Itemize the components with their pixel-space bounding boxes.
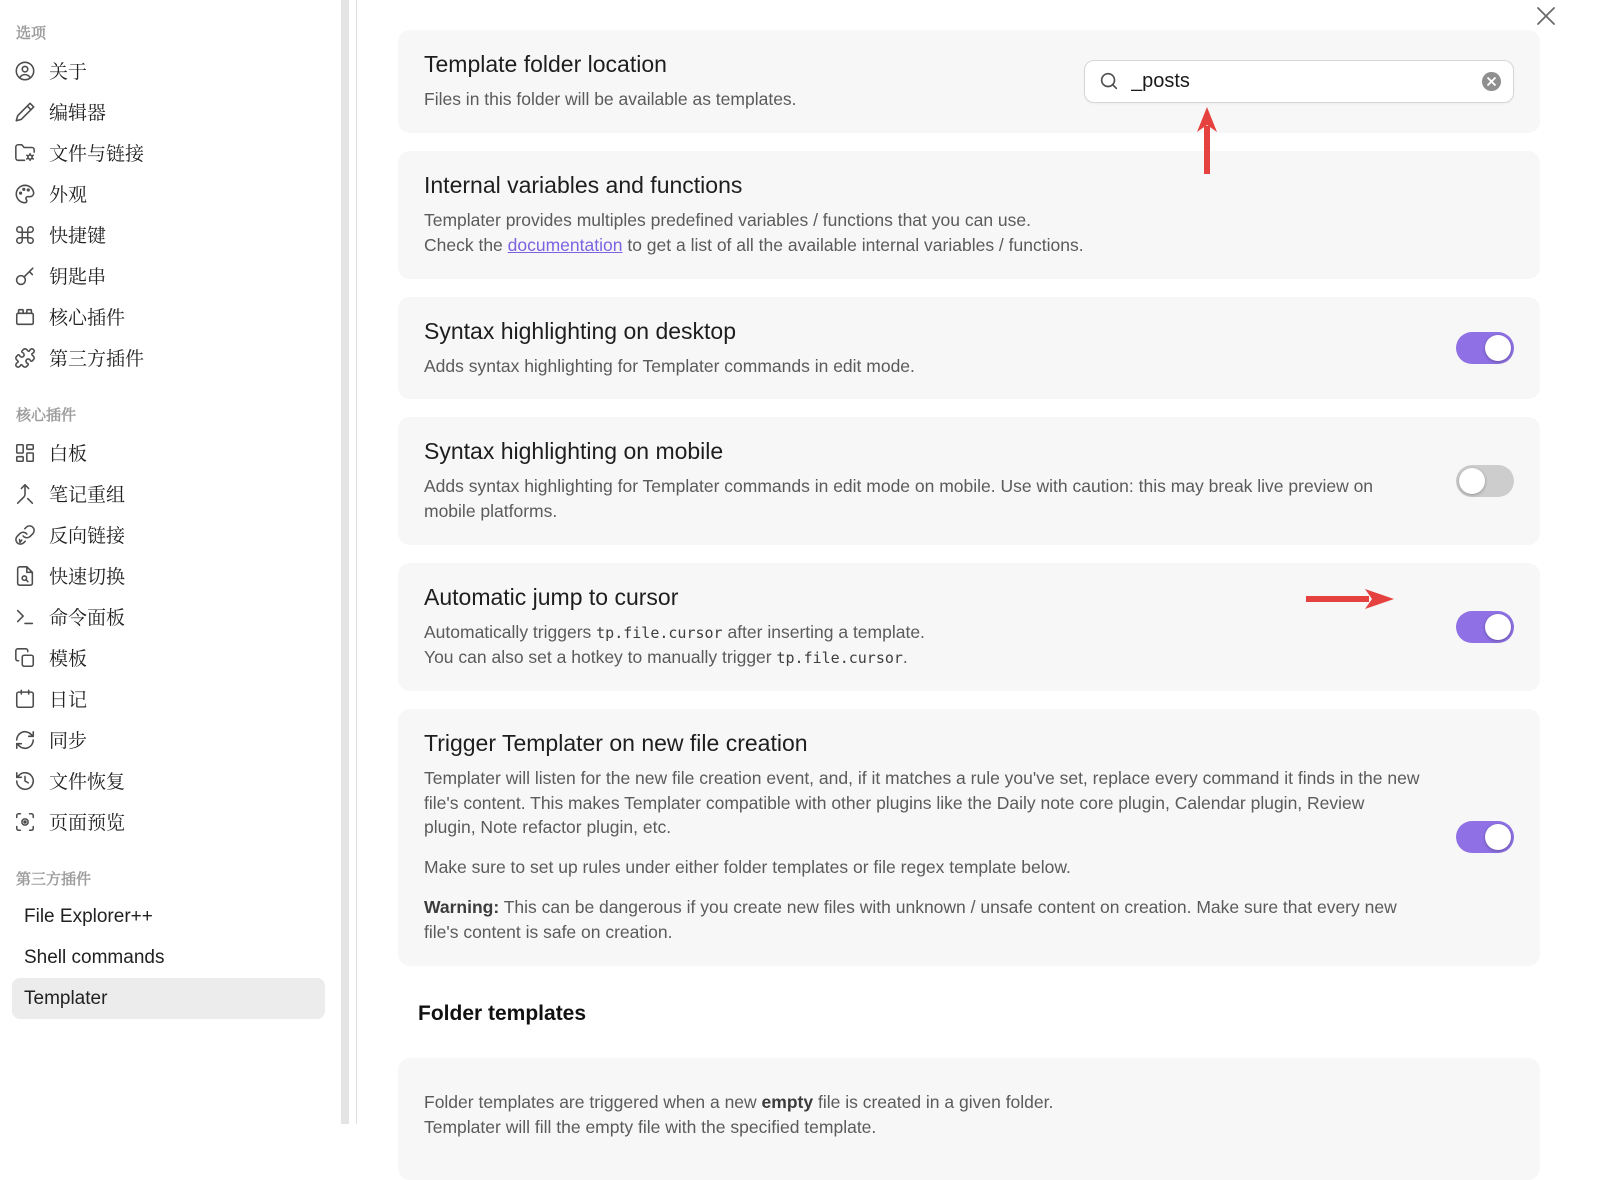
sidebar-item-files-links[interactable] bbox=[14, 132, 325, 173]
sidebar-header-core-plugins: 核心插件 bbox=[16, 407, 77, 424]
sidebar-item-label: 文件与链接 bbox=[49, 144, 145, 165]
key-icon bbox=[14, 265, 36, 287]
sidebar-item-quick-switcher[interactable] bbox=[14, 555, 325, 596]
sidebar-item-appearance[interactable] bbox=[14, 173, 325, 214]
syntax-mobile-toggle[interactable] bbox=[1456, 465, 1514, 497]
search-icon bbox=[1098, 70, 1120, 92]
settings-sidebar bbox=[0, 0, 335, 1124]
code-tp-file-cursor: tp.file.cursor bbox=[596, 624, 723, 643]
setting-card-folder-templates bbox=[398, 1058, 1540, 1180]
sidebar-item-label: 钥匙串 bbox=[49, 267, 107, 288]
sidebar-item-sync[interactable] bbox=[14, 719, 325, 760]
template-folder-search-box bbox=[1084, 60, 1514, 103]
merge-icon bbox=[14, 483, 36, 505]
setting-description: Folder templates are triggered when a new empty file is created in a given folder. Templater will fill the empty file with the specified template. bbox=[424, 1091, 1054, 1137]
sidebar-item-label: 日记 bbox=[49, 690, 88, 711]
sidebar-item-about[interactable] bbox=[14, 50, 325, 91]
setting-card-auto-jump bbox=[398, 563, 1540, 691]
sidebar-header-options: 选项 bbox=[16, 25, 47, 42]
syntax-desktop-toggle[interactable] bbox=[1456, 332, 1514, 364]
sidebar-item-daily-notes[interactable] bbox=[14, 678, 325, 719]
sidebar-item-community-plugins[interactable] bbox=[14, 337, 325, 378]
setting-title: Internal variables and functions bbox=[424, 171, 743, 198]
sidebar-item-label: 关于 bbox=[49, 62, 88, 83]
palette-icon bbox=[14, 183, 36, 205]
sidebar-item-shell-commands[interactable] bbox=[12, 937, 325, 978]
sidebar-item-file-recovery[interactable] bbox=[14, 760, 325, 801]
pencil-icon bbox=[14, 101, 36, 123]
sidebar-item-page-preview[interactable] bbox=[14, 801, 325, 842]
setting-description: Templater provides multiples predefined variables / functions that you can use. Check the documentation to get a list of all the available internal variables / functions. bbox=[424, 209, 1084, 255]
sidebar-scrollbar[interactable] bbox=[341, 0, 349, 1124]
sidebar-item-label: 第三方插件 bbox=[49, 349, 145, 370]
sidebar-item-label: 反向链接 bbox=[49, 526, 126, 547]
sidebar-section-community-plugins bbox=[14, 868, 325, 1019]
terminal-icon bbox=[14, 606, 36, 628]
warning-label: Warning: bbox=[424, 897, 500, 918]
history-icon bbox=[14, 770, 36, 792]
brick-icon bbox=[14, 306, 36, 328]
documentation-link[interactable]: documentation bbox=[507, 234, 623, 255]
setting-title: Template folder location bbox=[424, 51, 667, 77]
sidebar-item-label: 白板 bbox=[49, 444, 88, 465]
sidebar-divider bbox=[356, 0, 357, 1124]
link-icon bbox=[14, 524, 36, 546]
trigger-on-create-toggle[interactable] bbox=[1456, 821, 1514, 853]
sidebar-header-community-plugins: 第三方插件 bbox=[16, 871, 92, 888]
puzzle-icon bbox=[14, 347, 36, 369]
setting-title: Syntax highlighting on mobile bbox=[424, 438, 724, 465]
command-icon bbox=[14, 224, 36, 246]
setting-description: Files in this folder will be available as templates. bbox=[424, 89, 797, 109]
sidebar-item-file-explorer-plus[interactable] bbox=[12, 896, 325, 937]
folder-cog-icon bbox=[14, 142, 36, 164]
templater-settings-panel bbox=[335, 0, 1613, 1137]
sidebar-item-label: Templater bbox=[24, 987, 108, 1009]
sidebar-item-label: 笔记重组 bbox=[49, 485, 126, 506]
sidebar-item-core-plugins[interactable] bbox=[14, 296, 325, 337]
sidebar-item-note-composer[interactable] bbox=[14, 473, 325, 514]
sidebar-item-label: 命令面板 bbox=[49, 608, 126, 629]
sidebar-item-label: 核心插件 bbox=[49, 308, 126, 329]
sidebar-item-canvas[interactable] bbox=[14, 432, 325, 473]
scan-eye-icon bbox=[14, 811, 36, 833]
setting-card-internal-variables bbox=[398, 151, 1540, 279]
sidebar-item-hotkeys[interactable] bbox=[14, 214, 325, 255]
setting-title: Automatic jump to cursor bbox=[424, 584, 679, 611]
sidebar-item-templater[interactable] bbox=[12, 978, 325, 1019]
calendar-icon bbox=[14, 688, 36, 710]
setting-card-syntax-mobile bbox=[398, 417, 1540, 545]
clear-input-icon[interactable] bbox=[1481, 71, 1502, 92]
setting-description: Adds syntax highlighting for Templater commands in edit mode on mobile. Use with caution: this may break live preview on mobile platforms. bbox=[424, 476, 1374, 522]
sidebar-item-keychain[interactable] bbox=[14, 255, 325, 296]
sidebar-item-label: 编辑器 bbox=[49, 103, 107, 124]
setting-title: Trigger Templater on new file creation bbox=[424, 729, 808, 756]
user-circle-icon bbox=[14, 60, 36, 82]
sidebar-item-templates[interactable] bbox=[14, 637, 325, 678]
sidebar-item-label: 文件恢复 bbox=[49, 772, 126, 793]
sidebar-item-label: 模板 bbox=[49, 649, 88, 670]
sidebar-item-label: 快捷键 bbox=[49, 226, 107, 247]
sidebar-item-label: File Explorer++ bbox=[24, 905, 153, 927]
sidebar-item-label: Shell commands bbox=[24, 946, 165, 968]
file-search-icon bbox=[14, 565, 36, 587]
sidebar-item-backlinks[interactable] bbox=[14, 514, 325, 555]
sidebar-item-label: 页面预览 bbox=[49, 813, 126, 834]
setting-card-syntax-desktop bbox=[398, 297, 1540, 400]
auto-jump-toggle[interactable] bbox=[1456, 611, 1514, 643]
sidebar-item-editor[interactable] bbox=[14, 91, 325, 132]
sidebar-section-core-plugins bbox=[14, 404, 325, 842]
setting-description: Adds syntax highlighting for Templater commands in edit mode. bbox=[424, 355, 915, 376]
code-tp-file-cursor: tp.file.cursor bbox=[776, 648, 903, 667]
copy-icon bbox=[14, 647, 36, 669]
sidebar-item-label: 外观 bbox=[49, 185, 88, 206]
sidebar-item-command-palette[interactable] bbox=[14, 596, 325, 637]
setting-description: Automatically triggers tp.file.cursor after inserting a template. You can also set a hotkey to manually trigger tp.file.cursor. bbox=[424, 622, 925, 667]
empty-bold: empty bbox=[761, 1091, 814, 1112]
sidebar-section-options bbox=[14, 22, 325, 378]
setting-card-template-folder bbox=[398, 30, 1540, 133]
sidebar-item-label: 同步 bbox=[49, 731, 88, 752]
setting-description: Templater will listen for the new file creation event, and, if it matches a rule you've set, replace every command it finds in the new file's content. This makes Templater compatible with other plugins like the Daily note core plugin, Calendar plugin, Review plugin, Note refactor plugin, etc. Make sure to set up rules under either folder templates or file regex template below. Warning: This can be dangerous if you create new files with unknown / unsafe content on creation. Make sure that every new file's content is safe on creation. bbox=[424, 767, 1420, 942]
setting-title: Syntax highlighting on desktop bbox=[424, 317, 736, 344]
sidebar-item-label: 快速切换 bbox=[49, 567, 126, 588]
sync-icon bbox=[14, 729, 36, 751]
folder-templates-heading: Folder templates bbox=[418, 1001, 587, 1025]
setting-card-trigger-on-create bbox=[398, 709, 1540, 966]
template-folder-input[interactable] bbox=[1131, 70, 1470, 93]
close-icon[interactable] bbox=[1532, 2, 1560, 30]
layout-dashboard-icon bbox=[14, 442, 36, 464]
